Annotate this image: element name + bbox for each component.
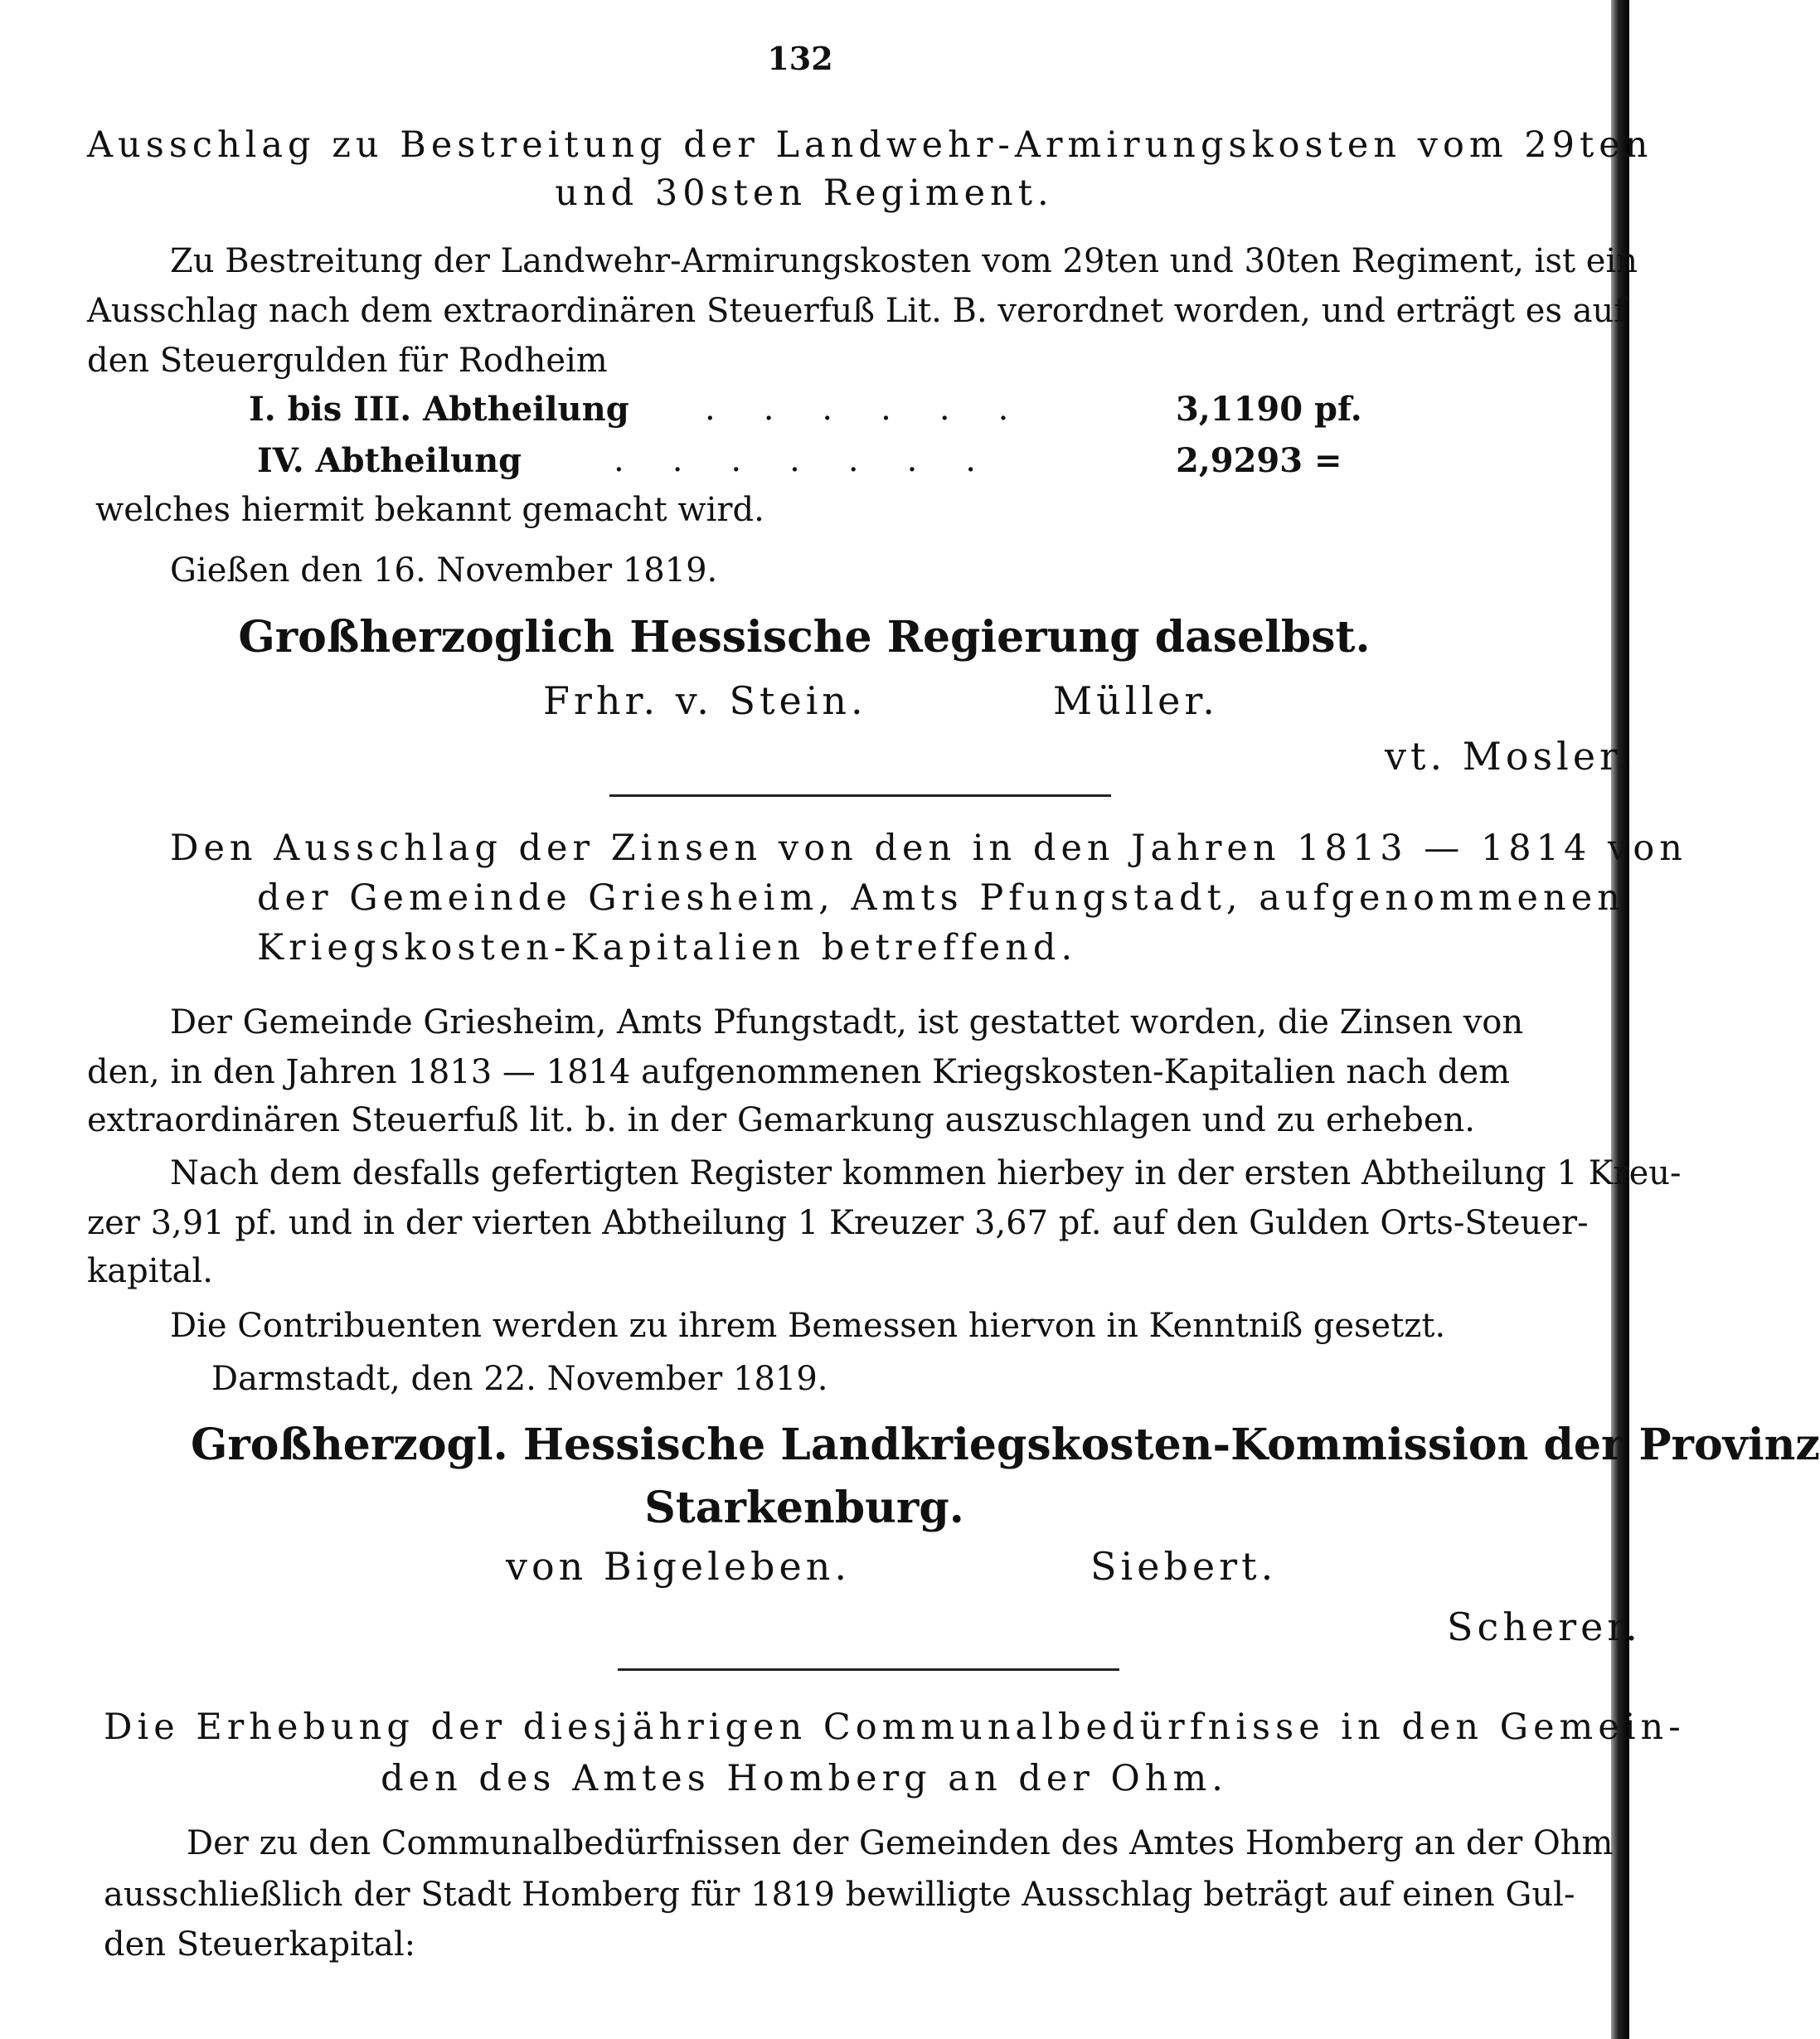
section1-authority: Großherzoglich Hessische Regierung daselbst. [238,612,1371,663]
section2-para1-line2: den, in den Jahren 1813 — 1814 aufgenommenen Kriegskosten-Kapitalien nach dem [87,1053,1511,1091]
section2-authority-line2: Starkenburg. [644,1483,964,1533]
rate-row2-label: IV. Abtheilung [257,441,522,480]
section-divider-2 [618,1668,1119,1671]
section2-signature2: Siebert. [1090,1544,1278,1589]
section2-title-line3: Kriegskosten-Kapitalien betreffend. [257,927,1078,969]
rate-row2-value: 2,9293 = [1176,441,1342,480]
section2-title-line1: Den Ausschlag der Zinsen von den in den Jahren 1813 — 1814 von [170,828,1687,869]
section2-para1-line1: Der Gemeinde Griesheim, Amts Pfungstadt, ist gestattet worden, die Zinsen von [170,1003,1524,1041]
section1-signature1: Frhr. v. Stein. [543,678,867,723]
section3-para1-line1: Der zu den Communalbedürfnissen der Gemeinden des Amtes Homberg an der Ohm [187,1824,1614,1862]
section2-para2-line3: kapital. [87,1252,213,1290]
section1-date: Gießen den 16. November 1819. [170,551,718,590]
section2-signature1: von Bigeleben. [506,1544,851,1589]
section1-signature2: Müller. [1053,678,1219,723]
section2-para3: Die Contribuenten werden zu ihrem Bemessen hiervon in Kenntniß gesetzt. [170,1307,1446,1345]
section1-para1-line3: den Steuergulden für Rodheim [87,342,608,380]
page-number: 132 [767,40,833,77]
rate-row1-value: 3,1190 pf. [1176,390,1362,429]
section3-para1-line2: ausschließlich der Stadt Homberg für 1819 bewilligte Ausschlag beträgt auf einen Gul- [104,1876,1575,1914]
section2-authority-line1: Großherzogl. Hessische Landkriegskosten-Kommission der Provinz [191,1420,1820,1470]
section3-title-line2: den des Amtes Homberg an der Ohm. [381,1758,1228,1799]
section2-para1-line3: extraordinären Steuerfuß lit. b. in der Gemarkung auszuschlagen und zu erheben. [87,1101,1476,1139]
section1-title-line1: Ausschlag zu Bestreitung der Landwehr-Armirungskosten vom 29ten [87,124,1653,166]
rate-row2-leader: ....... [614,441,1025,479]
section2-title-line2: der Gemeinde Griesheim, Amts Pfungstadt, aufgenommenen [257,877,1625,919]
section2-signature3: Scherer. [1447,1604,1642,1649]
rate-row1-label: I. bis III. Abtheilung [249,390,629,429]
section3-title-line1: Die Erhebung der diesjährigen Communalbedürfnisse in den Gemein- [104,1706,1686,1748]
section1-title-line2: und 30sten Regiment. [555,172,1054,214]
section1-signature3: vt. Mosler. [1385,734,1634,779]
section2-para2-line1: Nach dem desfalls gefertigten Register kommen hierbey in der ersten Abtheilung 1 Kreu- [170,1154,1682,1192]
section-divider-1 [609,794,1111,797]
section2-para2-line2: zer 3,91 pf. und in der vierten Abtheilung 1 Kreuzer 3,67 pf. auf den Gulden Orts-Steuer- [87,1204,1589,1242]
rate-row1-leader: ...... [705,390,1057,428]
section1-para1-line1: Zu Bestreitung der Landwehr-Armirungskosten vom 29ten und 30ten Regiment, ist ein [170,242,1638,280]
section1-para1-line2: Ausschlag nach dem extraordinären Steuerfuß Lit. B. verordnet worden, und erträgt es auf [87,292,1627,330]
section2-date: Darmstadt, den 22. November 1819. [211,1360,828,1398]
section3-para1-line3: den Steuerkapital: [104,1925,416,1964]
section1-para2: welches hiermit bekannt gemacht wird. [95,491,764,529]
